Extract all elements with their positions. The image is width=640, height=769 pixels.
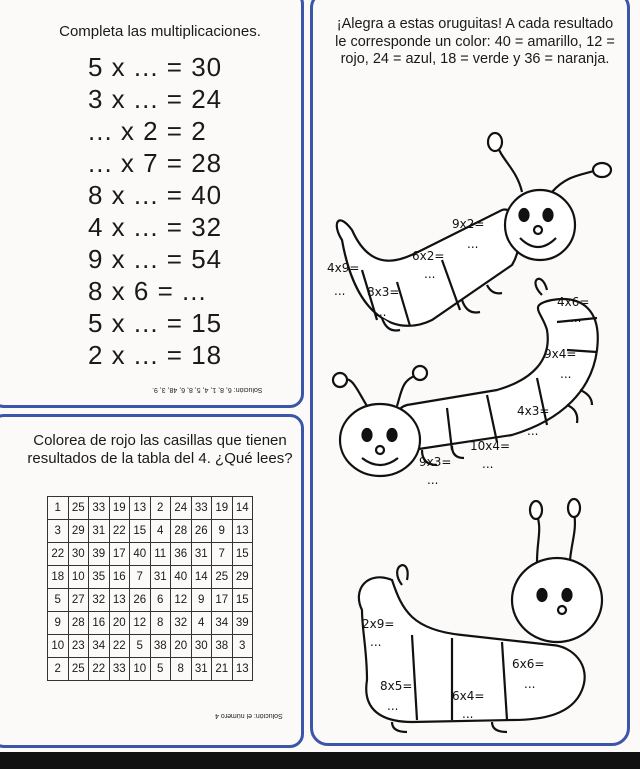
grid-cell[interactable]: 4 — [191, 612, 212, 635]
grid-cell[interactable]: 11 — [150, 543, 171, 566]
grid-cell[interactable]: 15 — [232, 543, 253, 566]
grid-cell[interactable]: 5 — [150, 658, 171, 681]
grid-cell[interactable]: 31 — [191, 543, 212, 566]
caterpillar-drawings — [312, 90, 622, 740]
svg-text:...: ... — [387, 699, 399, 713]
grid-cell[interactable]: 31 — [89, 520, 110, 543]
grid-cell[interactable]: 9 — [212, 520, 233, 543]
equation-8: 8 x 6 = ... — [88, 276, 207, 306]
grid-cell[interactable]: 33 — [191, 497, 212, 520]
caterpillar-title: ¡Alegra a estas oruguitas! A cada resultado le corresponde un color: 40 = amarillo, 12 = rojo, 24 = azul, 18 = verde y 36 = naranja. — [335, 16, 615, 67]
multiplication-title: Completa las multiplicaciones. — [59, 23, 261, 40]
grid-cell[interactable]: 26 — [130, 589, 151, 612]
grid-cell[interactable]: 38 — [150, 635, 171, 658]
grid-cell[interactable]: 14 — [232, 497, 253, 520]
grid-cell[interactable]: 22 — [89, 658, 110, 681]
svg-text:...: ... — [424, 267, 436, 281]
grid-cell[interactable]: 31 — [150, 566, 171, 589]
grid-cell[interactable]: 21 — [212, 658, 233, 681]
grid-cell[interactable]: 16 — [89, 612, 110, 635]
bottom-label-3: 6x4= — [452, 689, 485, 703]
grid-cell[interactable]: 32 — [171, 612, 192, 635]
equation-10: 2 x ... = 18 — [88, 340, 223, 370]
middle-label-2: 9x4= — [544, 347, 577, 361]
grid-cell[interactable]: 25 — [68, 497, 89, 520]
grid-cell[interactable]: 28 — [171, 520, 192, 543]
grid-cell[interactable]: 15 — [130, 520, 151, 543]
grid-cell[interactable]: 1 — [48, 497, 69, 520]
top-label-4: 4x9= — [327, 261, 360, 275]
grid-cell[interactable]: 7 — [130, 566, 151, 589]
grid-cell[interactable]: 19 — [212, 497, 233, 520]
grid-cell[interactable]: 34 — [212, 612, 233, 635]
grid-cell[interactable]: 24 — [171, 497, 192, 520]
grid-cell[interactable]: 17 — [109, 543, 130, 566]
grid-row — [48, 543, 253, 566]
grid-cell[interactable]: 16 — [109, 566, 130, 589]
grid-cell[interactable]: 40 — [130, 543, 151, 566]
grid-cell[interactable]: 3 — [48, 520, 69, 543]
grid-cell[interactable]: 10 — [130, 658, 151, 681]
grid-cell[interactable]: 30 — [68, 543, 89, 566]
grid-cell[interactable]: 3 — [232, 635, 253, 658]
grid-cell[interactable]: 31 — [191, 658, 212, 681]
top-caterpillar-head — [505, 190, 575, 260]
grid-cell[interactable]: 38 — [212, 635, 233, 658]
grid-cell[interactable]: 10 — [48, 635, 69, 658]
grid-cell[interactable]: 13 — [130, 497, 151, 520]
grid-cell[interactable]: 39 — [232, 612, 253, 635]
grid-row — [48, 658, 253, 681]
grid-cell[interactable]: 27 — [68, 589, 89, 612]
grid-cell[interactable]: 4 — [150, 520, 171, 543]
grid-cell[interactable]: 22 — [109, 635, 130, 658]
grid-cell[interactable]: 14 — [191, 566, 212, 589]
grid-cell[interactable]: 5 — [130, 635, 151, 658]
equation-1: 5 x ... = 30 — [88, 52, 223, 82]
equation-6: 4 x ... = 32 — [88, 212, 223, 242]
grid-cell[interactable]: 35 — [89, 566, 110, 589]
grid-cell[interactable]: 8 — [150, 612, 171, 635]
grid-cell[interactable]: 33 — [109, 658, 130, 681]
svg-text:...: ... — [370, 635, 382, 649]
grid-row — [48, 589, 253, 612]
grid-cell[interactable]: 39 — [89, 543, 110, 566]
grid-cell[interactable]: 25 — [212, 566, 233, 589]
svg-text:...: ... — [334, 284, 346, 298]
svg-text:...: ... — [375, 305, 387, 319]
color-table-title: Colorea de rojo las casillas que tienen resultados de la tabla del 4. ¿Qué lees? — [27, 432, 293, 467]
grid-cell[interactable]: 32 — [89, 589, 110, 612]
grid-cell[interactable]: 13 — [232, 520, 253, 543]
svg-text:...: ... — [462, 707, 474, 721]
grid-cell[interactable]: 33 — [89, 497, 110, 520]
grid-row — [48, 520, 253, 543]
grid-cell[interactable]: 5 — [48, 589, 69, 612]
top-label-2: 6x2= — [412, 249, 445, 263]
multiplication-solution: Solución: 6, 8, 1, 4, 5, 8, 6, 48, 3, 9. — [152, 386, 263, 393]
grid-row — [48, 566, 253, 589]
svg-text:...: ... — [570, 311, 582, 325]
grid-cell[interactable]: 22 — [109, 520, 130, 543]
grid-cell[interactable]: 28 — [68, 612, 89, 635]
grid-cell[interactable]: 20 — [109, 612, 130, 635]
grid-cell[interactable]: 25 — [68, 658, 89, 681]
grid-cell[interactable]: 8 — [171, 658, 192, 681]
grid-cell[interactable]: 17 — [212, 589, 233, 612]
grid-cell[interactable]: 9 — [191, 589, 212, 612]
grid-cell[interactable]: 30 — [191, 635, 212, 658]
bottom-caterpillar-head — [512, 558, 602, 642]
number-grid — [47, 496, 253, 681]
bottom-label-2: 6x6= — [512, 657, 545, 671]
svg-text:...: ... — [560, 367, 572, 381]
color-table-solution: Solución: el número 4 — [215, 712, 283, 719]
svg-text:...: ... — [427, 473, 439, 487]
grid-cell[interactable]: 20 — [171, 635, 192, 658]
grid-row — [48, 635, 253, 658]
equation-3: ... x 2 = 2 — [88, 116, 207, 146]
svg-text:...: ... — [524, 677, 536, 691]
grid-cell[interactable]: 9 — [48, 612, 69, 635]
equation-9: 5 x ... = 15 — [88, 308, 223, 338]
grid-cell[interactable]: 15 — [232, 589, 253, 612]
grid-row — [48, 497, 253, 520]
grid-cell[interactable]: 36 — [171, 543, 192, 566]
bottom-label-1: 2x9= — [362, 617, 395, 631]
grid-cell[interactable]: 13 — [109, 589, 130, 612]
grid-cell[interactable]: 26 — [191, 520, 212, 543]
equation-2: 3 x ... = 24 — [88, 84, 223, 114]
grid-cell[interactable]: 34 — [89, 635, 110, 658]
middle-label-3: 4x3= — [517, 404, 550, 418]
grid-cell[interactable]: 23 — [68, 635, 89, 658]
grid-cell[interactable]: 7 — [212, 543, 233, 566]
equation-4: ... x 7 = 28 — [88, 148, 223, 178]
grid-cell[interactable]: 29 — [68, 520, 89, 543]
grid-cell[interactable]: 2 — [150, 497, 171, 520]
grid-cell[interactable]: 6 — [150, 589, 171, 612]
grid-cell[interactable]: 13 — [232, 658, 253, 681]
middle-label-4: 10x4= — [470, 439, 511, 453]
top-label-1: 9x2= — [452, 217, 485, 231]
svg-text:...: ... — [527, 424, 539, 438]
svg-text:...: ... — [482, 457, 494, 471]
grid-cell[interactable]: 19 — [109, 497, 130, 520]
equation-7: 9 x ... = 54 — [88, 244, 223, 274]
grid-cell[interactable]: 2 — [48, 658, 69, 681]
bottom-label-4: 8x5= — [380, 679, 413, 693]
top-label-3: 8x3= — [367, 285, 400, 299]
middle-label-5: 9x3= — [419, 455, 452, 469]
svg-text:...: ... — [467, 237, 479, 251]
grid-row — [48, 612, 253, 635]
equation-5: 8 x ... = 40 — [88, 180, 223, 210]
grid-cell[interactable]: 40 — [171, 566, 192, 589]
middle-label-1: 4x6= — [557, 295, 590, 309]
grid-cell[interactable]: 18 — [48, 566, 69, 589]
grid-cell[interactable]: 29 — [232, 566, 253, 589]
grid-cell[interactable]: 10 — [68, 566, 89, 589]
grid-cell[interactable]: 12 — [130, 612, 151, 635]
grid-cell[interactable]: 22 — [48, 543, 69, 566]
grid-cell[interactable]: 12 — [171, 589, 192, 612]
